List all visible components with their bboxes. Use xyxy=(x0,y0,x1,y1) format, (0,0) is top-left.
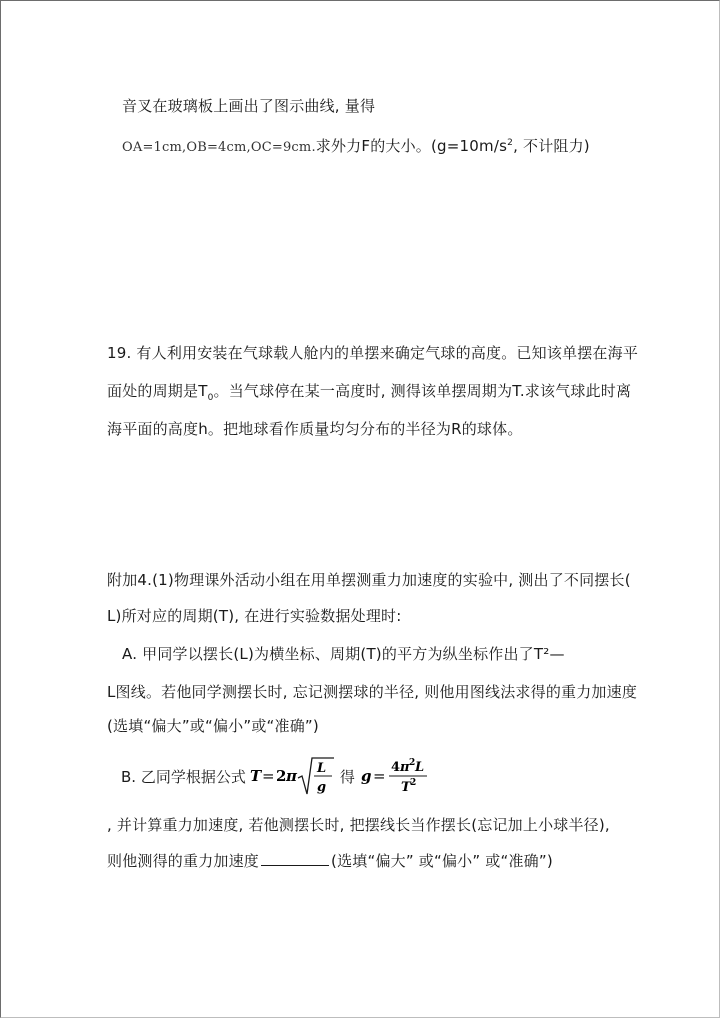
extra4-part-b-prefix: B. 乙同学根据公式 xyxy=(121,767,246,786)
extra4-part-a-text-3: (选填“偏大”或“偏小”或“准确”) xyxy=(107,717,319,735)
extra4-line-1 xyxy=(107,570,631,590)
q18-question: 求外力F的大小。(g=10m/s xyxy=(315,137,508,155)
svg-text:4: 4 xyxy=(390,760,400,775)
q19-line-1 xyxy=(107,343,638,363)
extra4-part-b-line-2 xyxy=(107,815,610,835)
q19-text-2a: 面处的周期是T xyxy=(107,382,208,400)
gravity-formula xyxy=(359,754,455,798)
svg-text:2: 2 xyxy=(408,758,416,768)
extra4-part-b-mid: 得 xyxy=(339,767,355,786)
extra4-part-a-line-3 xyxy=(107,716,319,736)
svg-text:2: 2 xyxy=(409,778,417,788)
extra4-part-b-text-3a: 则他测得的重力加速度 xyxy=(107,852,260,870)
svg-text:T: T xyxy=(249,767,261,785)
q19-text-2b: 。当气球停在某一高度时, 测得该单摆周期为T.求该气球此时离 xyxy=(213,382,632,400)
extra4-part-b-text-3b: (选填“偏大” 或“偏小” 或“准确”) xyxy=(331,852,553,870)
q19-line-2 xyxy=(107,381,631,401)
extra4-part-b-text-2: , 并计算重力加速度, 若他测摆长时, 把摆线长当作摆长(忘记加上小球半径), xyxy=(107,816,610,834)
svg-text:2: 2 xyxy=(275,767,287,785)
extra4-part-a-line-1 xyxy=(122,644,565,664)
extra4-part-b-line-3 xyxy=(107,851,553,871)
extra4-part-a-line-2 xyxy=(107,682,637,702)
q19-subscript: 0 xyxy=(207,393,214,403)
svg-text:g: g xyxy=(316,780,326,795)
svg-text:=: = xyxy=(261,767,275,785)
svg-text:g: g xyxy=(360,767,372,785)
extra4-part-a-text-1: A. 甲同学以摆长(L)为横坐标、周期(T)的平方为纵坐标作出了T²— xyxy=(122,645,565,663)
extra4-part-a-text-2: L图线。若他同学测摆长时, 忘记测摆球的半径, 则他用图线法求得的重力加速度 xyxy=(107,683,638,701)
q18-question-end: , 不计阻力) xyxy=(513,137,590,155)
q18-line-1 xyxy=(122,96,375,116)
period-formula xyxy=(250,754,336,798)
answer-blank[interactable] xyxy=(261,851,329,866)
extra4-text-2: L)所对应的周期(T), 在进行实验数据处理时: xyxy=(107,607,402,625)
svg-text:L: L xyxy=(414,760,424,775)
extra4-part-b-formula-line xyxy=(121,752,459,800)
q19-text-1: 19. 有人利用安装在气球载人舱内的单摆来确定气球的高度。已知该单摆在海平 xyxy=(107,344,639,362)
svg-text:=: = xyxy=(372,767,386,785)
extra4-text-1: 附加4.(1)物理课外活动小组在用单摆测重力加速度的实验中, 测出了不同摆长( xyxy=(107,571,631,589)
q18-text-1: 音叉在玻璃板上画出了图示曲线, 量得 xyxy=(122,97,376,115)
svg-text:L: L xyxy=(316,761,326,776)
svg-text:T: T xyxy=(400,780,411,795)
svg-text:π: π xyxy=(285,767,297,785)
extra4-line-2 xyxy=(107,606,401,626)
q19-line-3 xyxy=(107,419,523,439)
q18-line-2 xyxy=(122,136,590,158)
q19-text-3: 海平面的高度h。把地球看作质量均匀分布的半径为R的球体。 xyxy=(107,420,523,438)
svg-text:π: π xyxy=(399,760,410,775)
q18-measurements: OA=1cm,OB=4cm,OC=9cm. xyxy=(122,140,316,155)
q18-unit-exponent: 2 xyxy=(507,138,514,148)
